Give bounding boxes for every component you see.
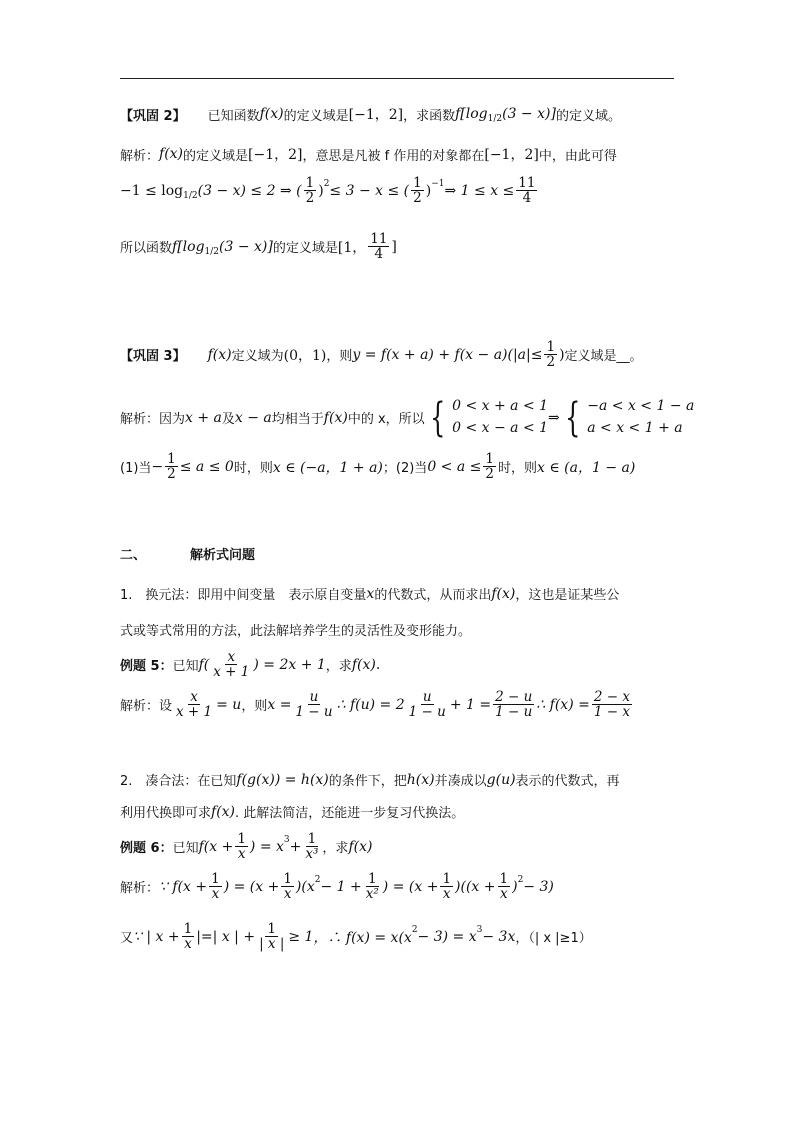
section-2-title: 二、 解析式问题 — [120, 548, 256, 563]
fraction: $\frac{1}{x}$ — [442, 871, 452, 903]
fraction: $\frac{1}{x}$ — [211, 871, 220, 903]
fraction: $\frac{1}{x}$ — [183, 921, 193, 953]
fraction: $\frac{1}{| x |}$ — [259, 921, 285, 953]
method-2-line-2: 利用代换即可求 f(x) . 此解法简洁，还能进一步复习代换法。 — [120, 803, 465, 821]
method-1-line-1: 1. 换元法：即用中间变量 表示原自变量 x 的代数式，从而求出 f(x) ，这也是证某些公 — [120, 585, 620, 603]
example-5-solution: 解析：设 $\frac{x}{x + 1}$ = u ，则 x = $\frac{u}{1 - u}$ ∴ f(u) = 2 $\frac{u}{1 - u}$ + 1 = $\frac{2 - u}{1 - u}$ ∴ f(x) = $\frac{2 - x}{1 - x}$ — [120, 689, 630, 721]
g2-conclusion: 所以函数 f[log 1/2 (3 − x)] 的定义域是 [1， $\frac{11}{4}$ ] — [120, 231, 397, 263]
fraction: $\frac{x}{x + 1}$ — [176, 689, 213, 721]
example-6-solution-2: 又 ∵ | x + $\frac{1}{x}$ |=| x | + $\frac{1}{| x |}$ ≥ 1 ，∴ f(x) = x(x 2 − 3) = x 3 − 3x ，（| x |≥1） — [120, 921, 592, 953]
g2-heading: 【巩固 2】 — [120, 108, 186, 124]
fraction: $\frac{1}{2}$ — [413, 175, 422, 207]
g3-solution-line-1: 解析：因为 x + a 及 x − a 均相当于 f(x) 中的 x，所以 { 0 < x + a < 1 0 < x − a < 1 ⇒ { −a < x < 1 − a a < x < 1 + a — [120, 394, 695, 441]
g3-heading: 【巩固 3】 — [120, 349, 186, 365]
fraction: $\frac{x}{x + 1}$ — [213, 649, 250, 681]
fraction: $\frac{1}{\text{x³}}$ — [305, 831, 319, 863]
example-6: 例题 6： 已知 f(x + $\frac{1}{x}$ ) = x 3 + $\frac{1}{\text{x³}}$ ，求 f(x) — [120, 831, 373, 863]
fraction-half: $\frac{1}{2}$ — [167, 451, 176, 483]
g2-question: 【巩固 2】 已知函数 f(x) 的定义域是 [−1，2] ，求函数 f[log 1/2 (3 − x)] 的定义域。 — [120, 106, 621, 124]
fraction: $\frac{1}{\text{x²}}$ — [365, 871, 379, 903]
fraction: $\frac{1}{x}$ — [283, 871, 292, 903]
g3-solution-line-2: (1)当 − $\frac{1}{2}$ ≤ a ≤ 0 时，则 x ∈ (−a，1 + a) ；(2)当 0 < a ≤ $\frac{1}{2}$ 时，则 x ∈ (a，1 − a) — [120, 451, 636, 483]
header-rule — [120, 78, 674, 79]
fraction-half: $\frac{1}{2}$ — [546, 339, 556, 371]
fraction: $\frac{1}{x}$ — [499, 871, 509, 903]
fraction: $\frac{1}{2}$ — [305, 175, 315, 207]
inequality-system-2: { −a < x < 1 − a a < x < 1 + a — [564, 394, 695, 441]
fraction: $\frac{1}{x}$ — [237, 831, 246, 863]
method-2-line-1: 2. 凑合法：在已知 f(g(x)) = h(x) 的条件下，把 h(x) 并凑成以 g(u) 表示的代数式，再 — [120, 771, 620, 789]
g2-solution-line-1: 解析： f(x) 的定义域是 [−1，2] ，意思是凡被 f 作用的对象都在 [−1，2] 中，由此可得 — [120, 146, 617, 164]
example-6-solution: 解析： ∵ f(x + $\frac{1}{x}$ ) = (x + $\frac{1}{x}$ )(x 2 − 1 + $\frac{1}{\text{x²}}$ ) = (x + $\frac{1}{x}$ )((x + $\frac{1}{x}$ ) 2 − 3) — [120, 871, 554, 903]
method-1-line-2: 式或等式常用的方法，此法解培养学生的灵活性及变形能力。 — [120, 624, 472, 639]
inequality-system-1: { 0 < x + a < 1 0 < x − a < 1 — [429, 394, 549, 441]
fraction: $\frac{u}{1 - u}$ — [408, 689, 446, 721]
fraction: $\frac{2 - u}{1 - u}$ — [495, 689, 533, 721]
fraction-11-4: $\frac{11}{4}$ — [518, 175, 536, 207]
g2-solution-line-2: −1 ≤ log 1/2 (3 − x) ≤ 2 ⇒ ( $\frac{1}{2}$ ) 2 ≤ 3 − x ≤ ( $\frac{1}{2}$ ) −1 ⇒ 1 ≤ x ≤ $\frac{11}{4}$ — [120, 175, 536, 207]
fraction: $\frac{u}{1 - u}$ — [295, 689, 333, 721]
g3-question: 【巩固 3】 f(x) 定义域为 (0，1) ，则 y = f(x + a) + f(x − a)(|a|≤ $\frac{1}{2}$ ) 定义域是__。 — [120, 339, 643, 371]
fraction: $\frac{2 - x}{1 - x}$ — [593, 689, 630, 721]
fraction-11-4: $\frac{11}{4}$ — [370, 231, 388, 263]
example-5: 例题 5： 已知 f( $\frac{x}{x + 1}$ ) = 2x + 1 ，求 f(x) . — [120, 649, 381, 681]
fraction-half: $\frac{1}{2}$ — [485, 451, 494, 483]
